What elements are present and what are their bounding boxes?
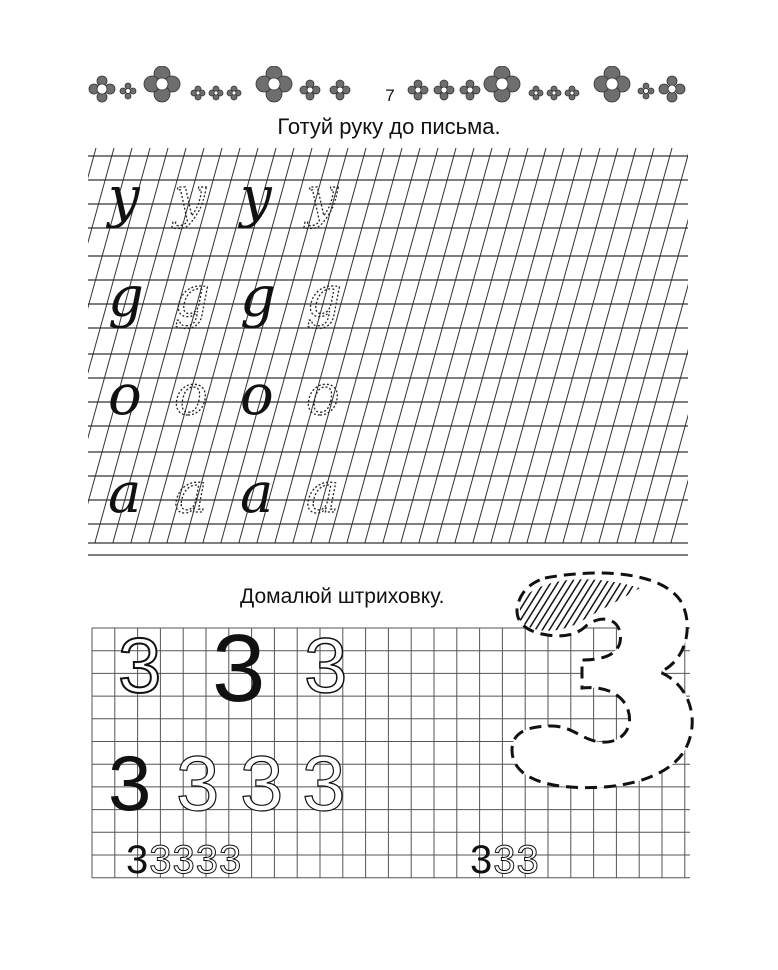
sample-letter: y xyxy=(240,165,272,230)
trace-digit: 3 xyxy=(219,838,243,882)
section-title-shading: Домалюй штриховку. xyxy=(240,585,445,608)
trace-letter: y xyxy=(174,165,206,230)
sample-digit: 3 xyxy=(126,838,150,882)
sample-letter: g xyxy=(240,265,276,330)
trace-digit: 3 xyxy=(304,621,348,709)
sample-letter: a xyxy=(240,461,274,526)
trace-letter: g xyxy=(174,265,210,330)
sample-letter: y xyxy=(108,165,140,230)
trace-letter: g xyxy=(306,265,342,330)
trace-digit: 3 xyxy=(302,739,346,827)
trace-letter: a xyxy=(306,461,340,526)
trace-letter: y xyxy=(306,165,338,230)
sample-digit: 3 xyxy=(108,739,152,827)
trace-digit: 3 xyxy=(195,838,219,882)
sample-letter: o xyxy=(240,363,274,428)
flower-icon xyxy=(144,66,180,102)
trace-digit: 3 xyxy=(118,621,162,709)
sample-digit: 3 xyxy=(470,838,494,882)
trace-letter: o xyxy=(174,363,208,428)
trace-digit: 3 xyxy=(240,739,284,827)
page-number: 7 xyxy=(378,86,402,106)
sample-letter: a xyxy=(108,461,142,526)
digit-practice-grid xyxy=(0,560,778,900)
digit-row-4 xyxy=(470,838,540,883)
trace-digit: 3 xyxy=(516,838,540,882)
section-title-handwriting: Готуй руку до письма. xyxy=(277,114,501,139)
trace-digit: 3 xyxy=(149,838,173,882)
trace-letter: o xyxy=(306,363,340,428)
trace-digit: 3 xyxy=(172,838,196,882)
sample-letter: o xyxy=(108,363,142,428)
digit-row-3 xyxy=(126,838,242,883)
sample-digit: 3 xyxy=(212,615,266,722)
trace-digit: 3 xyxy=(176,739,220,827)
handwriting-practice-area xyxy=(88,148,688,560)
flower-icon xyxy=(120,83,136,99)
flower-icon xyxy=(89,76,115,102)
trace-letter: a xyxy=(174,461,208,526)
sample-letter: g xyxy=(108,265,144,330)
trace-digit: 3 xyxy=(493,838,517,882)
